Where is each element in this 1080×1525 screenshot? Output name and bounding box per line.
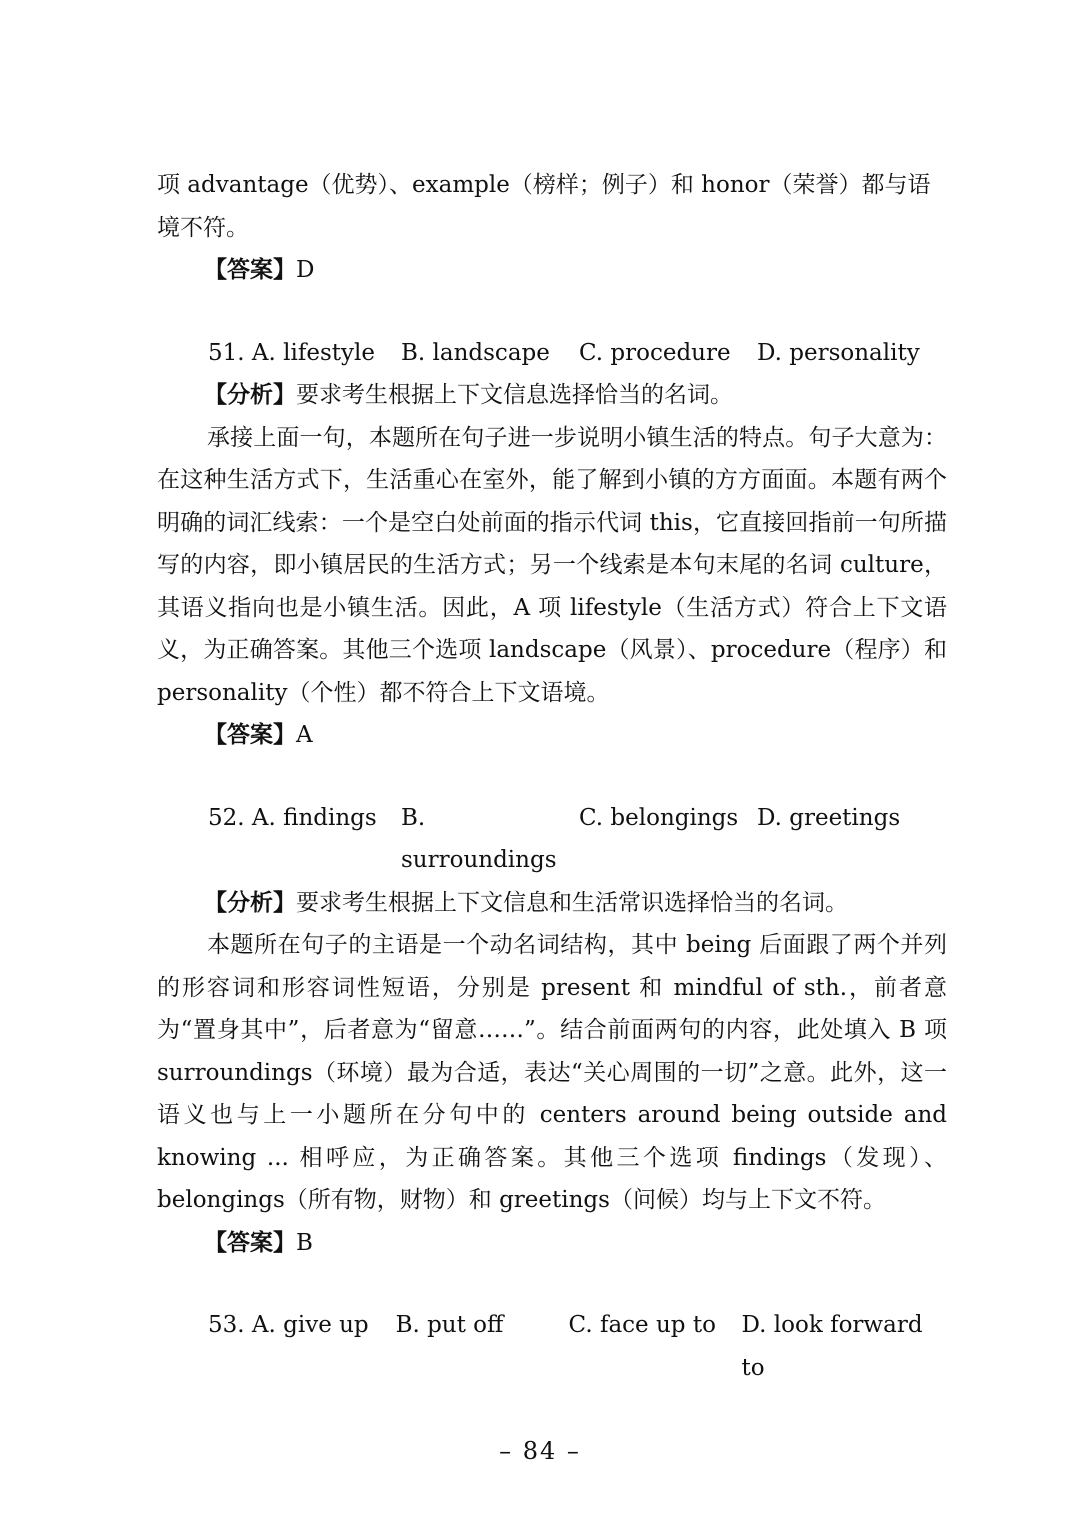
q52-option-c: C. belongings (579, 804, 739, 831)
q52-option-b: B. surroundings (401, 804, 557, 873)
q51-option-a: 51. A. lifestyle (208, 339, 375, 366)
q51-option-c: C. procedure (579, 339, 731, 366)
q51-explanation: 承接上面一句，本题所在句子进一步说明小镇生活的特点。句子大意为：在这种生活方式下，生活重心在室外，能了解到小镇的方方面面。本题有两个明确的词汇线索：一个是空白处前面的指示代词 this，它直接回指前一句所描写的内容，即小镇居民的生活方式；另一个线索是本句末尾的名词 culture，其语义指向也是小镇生活。因此，A 项 lifestyle（生活方式）符合上下文语义，为正确答案。其他三个选项 landscape（风景）、procedure（程序）和 personality（个性）都不符合上下文语境。 (157, 424, 947, 706)
q52-option-a: 52. A. findings (208, 804, 377, 831)
q50-explanation-tail (157, 164, 947, 249)
q52-explanation: 本题所在句子的主语是一个动名词结构，其中 being 后面跟了两个并列的形容词和形容词性短语，分别是 present 和 mindful of sth.，前者意为“置身其中”，后者意为“留意……”。结合前面两句的内容，此处填入 B 项 surroundings（环境）最为合适，表达“关心周围的一切”之意。此外，这一语义也与上一小题所在分句中的 centers around being outside and knowing ... 相呼应，为正确答案。其他三个选项 findings（发现）、belongings（所有物，财物）和 greetings（问候）均与上下文不符。 (157, 932, 947, 1213)
q51-option-b: B. landscape (401, 339, 550, 366)
q53-option-b: B. put off (395, 1312, 504, 1338)
q51-options (157, 332, 947, 375)
answer-label: 【答案】 (204, 256, 296, 283)
q50-tail-line2: 境不符。 (157, 214, 249, 241)
q51-option-d: D. personality (757, 339, 920, 366)
q52-option-d: D. greetings (757, 804, 901, 831)
q53-option-c: C. face up to (568, 1312, 716, 1338)
q51-analysis (157, 374, 947, 417)
answer-value: D (296, 257, 315, 283)
q52-analysis (157, 882, 947, 925)
q50-answer (157, 249, 947, 292)
q53-option-a: 53. A. give up (208, 1312, 369, 1338)
q53-options (157, 1304, 947, 1389)
answer-label: 【答案】 (204, 721, 296, 748)
answer-value: A (296, 722, 313, 748)
q50-tail-line1: 项 advantage（优势）、example（榜样；例子）和 honor（荣誉）都与语 (157, 172, 931, 198)
q52-answer (157, 1222, 947, 1265)
q52-options (157, 797, 947, 882)
page-number: – 84 – (499, 1437, 581, 1465)
q51-answer (157, 714, 947, 757)
q53-option-d: D. look forward to (741, 1312, 923, 1381)
answer-value: B (296, 1229, 313, 1256)
analysis-label: 【分析】 (204, 381, 296, 408)
answer-label: 【答案】 (204, 1228, 296, 1256)
analysis-text: 要求考生根据上下文信息和生活常识选择恰当的名词。 (296, 889, 848, 916)
analysis-text: 要求考生根据上下文信息选择恰当的名词。 (296, 382, 733, 408)
page-content (157, 164, 947, 1389)
analysis-label: 【分析】 (204, 888, 296, 916)
